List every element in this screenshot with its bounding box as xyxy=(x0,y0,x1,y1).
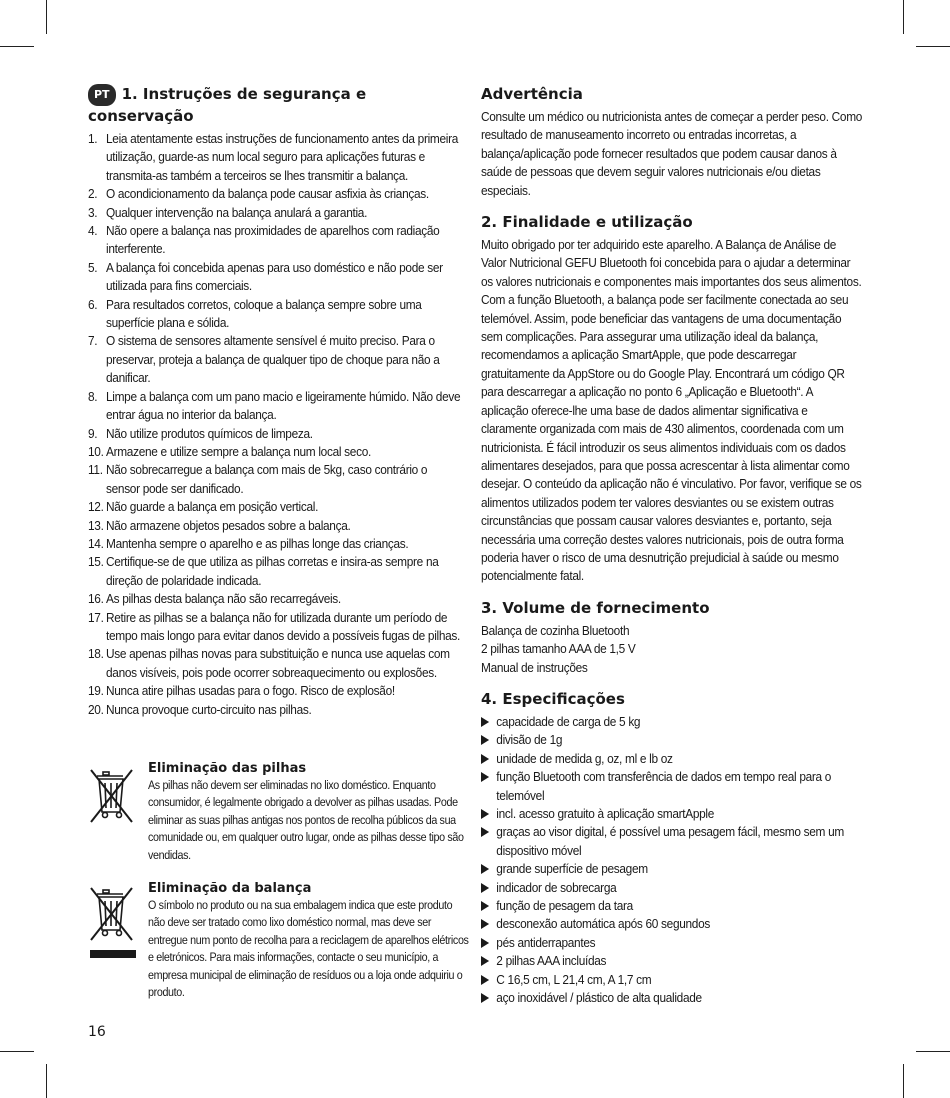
spec-item-text: função Bluetooth com transferência de dados em tempo real para o telemóvel xyxy=(496,769,832,803)
safety-item-number: 9. xyxy=(88,425,98,441)
safety-item-text: Não guarde a balança em posição vertical. xyxy=(106,499,319,515)
safety-item xyxy=(88,553,463,590)
safety-item xyxy=(88,388,463,425)
safety-item-number: 1. xyxy=(88,131,98,146)
spec-item xyxy=(481,915,863,933)
contents-line: Manual de instruções xyxy=(481,659,588,675)
section-2-text: Muito obrigado por ter adquirido este aparelho. A Balança de Análise de Valor Nutricional GEFU Bluetooth foi concebida para o ajudar a determinar os valores nutricionais e componentes mais importantes dos seus alimentos. Com a função Bluetooth, a balança pode ser facilmente conectada ao seu telemóvel. Assim, pode beneficiar das vantagens de uma documentação sem complicações. Para assegurar uma utilização ideal da balança, recomendamos a aplicação SmartApple, que pode descarregar gratuitamente da AppStore ou do Google Play. Encontrará um código QR para descarregar a aplicação no ponto 6 „Aplicação e Bluetooth“. A aplicação oferece-lhe uma base de dados alimentar significativa e claramente organizada com mais de 430 alimentos, coordenada com um nutricionista. É fácil introduzir os seus alimentos individuais com os dados alimentares desejados, para que possa acrescentar à lista alimentar como desejar. O conteúdo da aplicação não é vinculativo. Por favor, verifique se os alimentos utilizados podem ter valores desviantes ou se existem outras circunstâncias que possam causar valores desviantes e, portanto, seja necessária uma correção destes valores nutricionais, pois de outra forma poderia haver o risco de uma desnutrição prejudicial à saúde ou mesmo potencialmente fatal. xyxy=(481,237,862,584)
safety-item-number: 4. xyxy=(88,223,98,239)
safety-item-number: 12. xyxy=(88,499,104,515)
safety-item xyxy=(88,498,463,516)
safety-item-number: 14. xyxy=(88,535,104,551)
scale-disposal-title: Eliminação da balança xyxy=(148,881,312,896)
safety-item xyxy=(88,461,463,498)
safety-item-number: 19. xyxy=(88,683,104,699)
safety-item-text: Mantenha sempre o aparelho e as pilhas longe das crianças. xyxy=(106,535,409,551)
triangle-bullet-icon xyxy=(481,735,489,745)
warning-title: Advertência xyxy=(481,85,583,103)
spec-item-text: divisão de 1g xyxy=(496,732,563,748)
safety-item xyxy=(88,296,463,333)
section-3-title: 3. Volume de fornecimento xyxy=(481,598,710,617)
safety-item xyxy=(88,222,463,259)
safety-item-text: Qualquer intervenção na balança anulará a garantia. xyxy=(106,204,368,220)
spec-item-text: graças ao visor digital, é possível uma pesagem fácil, mesmo sem um dispositivo móvel xyxy=(496,824,844,858)
safety-item-text: Retire as pilhas se a balança não for utilizada durante um período de tempo mais longo para evitar danos devido a possíveis fugas de pilhas. xyxy=(106,609,461,643)
safety-item xyxy=(88,682,463,700)
safety-item-number: 6. xyxy=(88,296,98,312)
spec-item xyxy=(481,731,863,749)
spec-item xyxy=(481,823,863,860)
safety-item-text: Certifique-se de que utiliza as pilhas corretas e insira-as sempre na direção de polaridade indicada. xyxy=(106,554,439,588)
spec-item-text: C 16,5 cm, L 21,4 cm, A 1,7 cm xyxy=(496,971,652,987)
weee-bin-icon xyxy=(88,884,138,964)
spec-item xyxy=(481,989,863,1007)
crop-mark xyxy=(916,1051,950,1052)
triangle-bullet-icon xyxy=(481,956,489,966)
safety-item-text: Use apenas pilhas novas para substituição e nunca use aquelas com danos visíveis, pois pode ocorrer sobreaquecimento ou explosões. xyxy=(106,646,450,680)
page-number: 16 xyxy=(88,1024,106,1040)
contents-line: 2 pilhas tamanho AAA de 1,5 V xyxy=(481,641,636,657)
spec-item-text: 2 pilhas AAA incluídas xyxy=(496,953,607,969)
left-column xyxy=(88,84,463,719)
safety-item xyxy=(88,332,463,387)
spec-item xyxy=(481,768,863,805)
safety-item-text: Para resultados corretos, coloque a balança sempre sobre uma superfície plana e sólida. xyxy=(106,296,422,331)
spec-item-text: grande superfície de pesagem xyxy=(496,861,648,877)
safety-item xyxy=(88,701,463,719)
safety-item-text: Não opere a balança nas proximidades de aparelhos com radiação interferente. xyxy=(106,223,440,257)
spec-item xyxy=(481,879,863,897)
safety-item xyxy=(88,204,463,222)
safety-item xyxy=(88,130,463,185)
safety-item-text: Limpe a balança com um pano macio e ligeiramente húmido. Não deve entrar água no interior da balança. xyxy=(106,388,461,423)
spec-item-text: função de pesagem da tara xyxy=(496,898,633,914)
safety-item-text: A balança foi concebida apenas para uso doméstico e não pode ser utilizada para fins comerciais. xyxy=(106,259,443,294)
section-1-title: 1. Instruções de segurança e conservação xyxy=(88,85,367,125)
spec-item xyxy=(481,713,863,731)
safety-item-text: O acondicionamento da balança pode causar asfixia às crianças. xyxy=(106,186,429,202)
section-2-title: 2. Finalidade e utilização xyxy=(481,213,693,232)
crop-mark xyxy=(0,1051,34,1052)
safety-item xyxy=(88,259,463,296)
triangle-bullet-icon xyxy=(481,772,489,782)
safety-item xyxy=(88,425,463,443)
triangle-bullet-icon xyxy=(481,938,489,948)
safety-item xyxy=(88,517,463,535)
safety-item-number: 20. xyxy=(88,701,104,717)
safety-item-number: 8. xyxy=(88,388,98,404)
spec-item xyxy=(481,860,863,878)
triangle-bullet-icon xyxy=(481,827,489,837)
triangle-bullet-icon xyxy=(481,919,489,929)
warning-text: Consulte um médico ou nutricionista antes de começar a perder peso. Como resultado de manuseamento incorreto ou entradas incorretas, a balança/aplicação pode fornecer resultados que podem causar danos à saúde de pessoas que devem seguir valores nutricionais e/ou dietas especiais. xyxy=(481,109,863,198)
safety-item-text: Armazene e utilize sempre a balança num local seco. xyxy=(106,443,371,459)
crop-mark xyxy=(0,46,34,47)
safety-item-text: Leia atentamente estas instruções de funcionamento antes da primeira utilização, guarde-as num local seguro para aplicações futuras e transmita-as também a terceiros se lhes transmitir a balança. xyxy=(106,131,459,183)
safety-item-number: 3. xyxy=(88,204,98,220)
section-3-contents xyxy=(481,622,863,677)
safety-item-number: 17. xyxy=(88,609,104,625)
safety-item xyxy=(88,535,463,553)
spec-item xyxy=(481,952,863,970)
section-1-heading xyxy=(88,84,463,126)
section-4-title: 4. Especificações xyxy=(481,689,625,708)
crop-mark xyxy=(916,46,950,47)
spec-item-text: pés antiderrapantes xyxy=(496,934,596,950)
safety-item-number: 18. xyxy=(88,646,104,662)
safety-list xyxy=(88,130,463,719)
spec-item xyxy=(481,971,863,989)
spec-item-text: unidade de medida g, oz, ml e lb oz xyxy=(496,750,673,766)
language-badge: PT xyxy=(88,84,116,106)
spec-item xyxy=(481,934,863,952)
triangle-bullet-icon xyxy=(481,809,489,819)
crop-mark xyxy=(46,0,47,34)
right-column xyxy=(481,84,863,1007)
safety-item-number: 15. xyxy=(88,554,104,570)
safety-item-number: 5. xyxy=(88,259,98,275)
spec-item xyxy=(481,750,863,768)
safety-item-number: 16. xyxy=(88,591,104,607)
safety-item xyxy=(88,609,463,646)
triangle-bullet-icon xyxy=(481,975,489,985)
crop-mark xyxy=(46,1064,47,1098)
triangle-bullet-icon xyxy=(481,883,489,893)
spec-item-text: incl. acesso gratuito à aplicação smartApple xyxy=(496,806,715,821)
battery-disposal-text: As pilhas não devem ser eliminadas no lixo doméstico. Enquanto consumidor, é legalmente obrigado a devolver as pilhas usadas. Pode eliminar as suas pilhas antigas nos pontos de recolha públicos da sua comunidade ou, em qualquer outro lugar, onde as pilhas desse tipo são vendidas. xyxy=(148,778,464,862)
safety-item xyxy=(88,443,463,461)
scale-disposal-text: O símbolo no produto ou na sua embalagem indica que este produto não deve ser tratado como lixo doméstico normal, mas deve ser entregue num ponto de recolha para a reciclagem de aparelhos elétricos e eletrónicos. Para mais informações, contacte o seu município, a empresa municipal de eliminação de resíduos ou a loja onde adquiriu o produto. xyxy=(148,898,469,1000)
contents-line: Balança de cozinha Bluetooth xyxy=(481,622,630,638)
spec-item-text: desconexão automática após 60 segundos xyxy=(496,916,711,932)
safety-item xyxy=(88,590,463,608)
triangle-bullet-icon xyxy=(481,754,489,764)
safety-item-text: Não sobrecarregue a balança com mais de 5kg, caso contrário o sensor pode ser danificado. xyxy=(106,462,428,496)
safety-item-number: 2. xyxy=(88,186,98,202)
safety-item-text: As pilhas desta balança não são recarregáveis. xyxy=(106,591,341,607)
safety-item-number: 11. xyxy=(88,462,103,478)
spec-item xyxy=(481,897,863,915)
spec-item-text: indicador de sobrecarga xyxy=(496,879,617,895)
safety-item-text: Não utilize produtos químicos de limpeza. xyxy=(106,425,313,441)
spec-item-text: aço inoxidável / plástico de alta qualidade xyxy=(496,990,702,1006)
battery-disposal-title: Eliminação das pilhas xyxy=(148,761,307,776)
triangle-bullet-icon xyxy=(481,864,489,874)
safety-item-text: Nunca provoque curto-circuito nas pilhas. xyxy=(106,701,312,717)
safety-item-text: Não armazene objetos pesados sobre a balança. xyxy=(106,517,351,533)
safety-item-text: Nunca atire pilhas usadas para o fogo. Risco de explosão! xyxy=(106,683,395,699)
safety-item-number: 7. xyxy=(88,333,98,349)
triangle-bullet-icon xyxy=(481,993,489,1003)
spec-list xyxy=(481,713,863,1008)
spec-item-text: capacidade de carga de 5 kg xyxy=(496,713,641,729)
triangle-bullet-icon xyxy=(481,901,489,911)
spec-item xyxy=(481,805,863,823)
safety-item-number: 13. xyxy=(88,517,104,533)
crossed-bin-icon xyxy=(88,764,138,834)
safety-item xyxy=(88,185,463,203)
triangle-bullet-icon xyxy=(481,717,489,727)
crop-mark xyxy=(903,0,904,34)
crop-mark xyxy=(903,1064,904,1098)
safety-item-number: 10. xyxy=(88,443,104,459)
safety-item-text: O sistema de sensores altamente sensível é muito preciso. Para o preservar, proteja a balança de qualquer tipo de choque para não a danificar. xyxy=(106,333,440,386)
safety-item xyxy=(88,645,463,682)
